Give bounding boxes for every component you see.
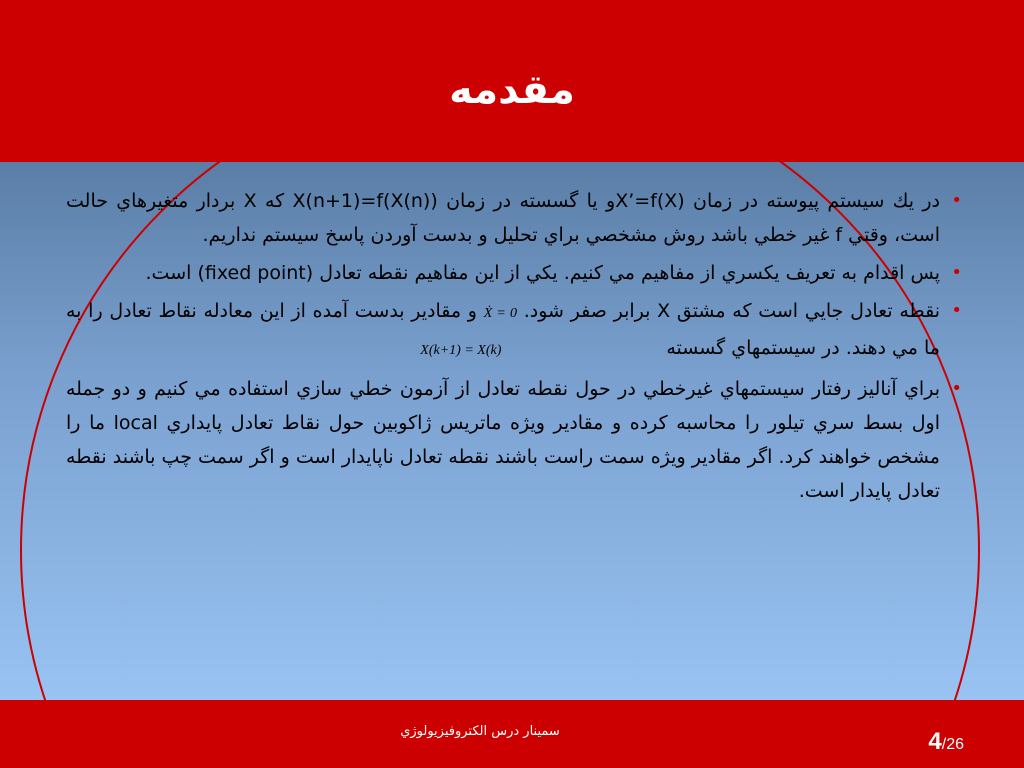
bullet-item [66,184,966,252]
equation-derivative-zero: Ẋ = 0 [483,306,518,321]
bullet-text: و مقادير بدست آمده از اين معادله نقاط تعادل را به ما مي دهند. در سيستمهاي گسسته [66,300,940,359]
footer-text: سمينار درس الكتروفيزيولوژي [400,724,560,739]
bullet-text: براي آناليز رفتار سيستمهاي غيرخطي در حول نقطه تعادل از آزمون خطي سازي استفاده مي كنيم و دو جمله اول بسط سري تيلور را محاسبه كرده و مقادير ويژه ماتريس ژاكوبين حول نقاط تعادل پايداري local ما را مشخص خواهند كرد. اگر مقادير ويژه سمت راست باشند نقطه تعادل ناپايدار است و اگر سمت چپ باشند نقطه تعادل پايدار است. [66,378,940,502]
slide-title: مقدمه [449,67,575,113]
bullet-icon: • [951,190,962,211]
footer-bar [0,700,1024,768]
bullet-text: پس اقدام به تعريف يكسري از مفاهيم مي كنيم. يكي از اين مفاهيم نقطه تعادل (fixed point) است. [145,262,940,284]
bullet-item [66,256,966,290]
bullet-text: نقطه تعادل جايي است كه مشتق X برابر صفر شود. [523,300,941,322]
page-current: 4 [928,728,942,755]
bullet-icon: • [951,378,962,399]
bullet-icon: • [951,262,962,283]
page-total: /26 [941,736,964,753]
bullet-icon: • [951,300,962,321]
bullet-list [66,184,966,512]
page-number [928,728,964,756]
bullet-item [66,372,966,508]
equation-discrete-fixed-point: X(k+1) = X(k) [420,343,502,358]
header-bar [0,0,1024,162]
bullet-text: در يك سيستم پيوسته در زمان X’=f(X)و يا گسسته در زمان X(n+1)=f(X(n)) كه X بردار متغيرهاي حالت است، وقتي f غير خطي باشد روش مشخصي براي تحليل و بدست آوردن پاسخ سيستم نداريم. [66,190,940,246]
bullet-item-equilibrium [66,294,966,368]
